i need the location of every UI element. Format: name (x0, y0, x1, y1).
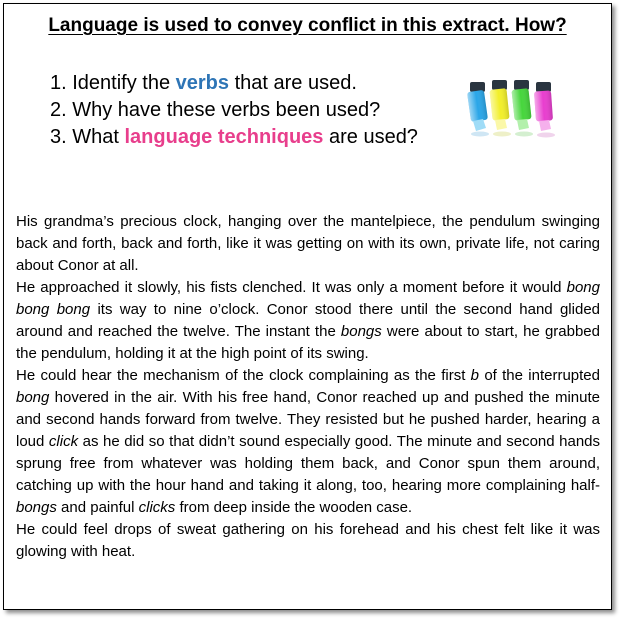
verbs-keyword: verbs (175, 72, 230, 94)
slide-title (4, 15, 611, 37)
slide-frame (3, 3, 612, 610)
yellow-highlighter-icon (489, 80, 511, 137)
pink-highlighter-icon (534, 82, 555, 138)
green-highlighter-icon (511, 80, 533, 137)
highlighter-pens-icon (464, 76, 560, 144)
extract-passage (16, 211, 600, 563)
passage-text: from deep inside the wooden case. (175, 499, 413, 516)
question-1 (50, 70, 418, 97)
passage-text: and painful (56, 499, 139, 516)
question-2: 2. Why have these verbs been used? (50, 99, 381, 121)
passage-text: its way to nine o’clock. Conor stood there until the second hand glided around and reached the twelve. The instant the (16, 301, 601, 340)
passage-paragraph-1: His grandma’s precious clock, hanging over the mantelpiece, the pendulum swinging back and forth, back and forth, like it was getting on with its own, private life, not caring about Conor at all. (16, 213, 600, 274)
question-3-text-end: are used? (323, 126, 418, 148)
passage-text: He could hear the mechanism of the clock complaining as the first (16, 367, 471, 384)
passage-emphasis: clicks (138, 499, 176, 516)
question-1-text: 1. Identify the (50, 72, 176, 94)
question-3 (50, 124, 418, 151)
passage-emphasis: bongs (340, 323, 382, 340)
passage-text: of the interrupted (479, 367, 600, 384)
blue-highlighter-icon (467, 82, 489, 137)
passage-emphasis: b (470, 367, 480, 384)
passage-emphasis: bong bong bong (16, 279, 600, 318)
passage-paragraph-3 (16, 365, 600, 519)
question-list (50, 70, 418, 151)
passage-emphasis: click (48, 433, 79, 450)
passage-text: hovered in the air. With his free hand, Conor reached up and pushed the minute and second hands forward from twelve. They resisted but he pushed harder, hearing a loud (16, 389, 600, 450)
passage-paragraph-4: He could feel drops of sweat gathering on his forehead and his chest felt like it was glowing with heat. (16, 521, 600, 560)
question-1-text-end: that are used. (229, 72, 357, 94)
passage-emphasis: bongs (16, 499, 57, 516)
language-techniques-keyword: language techniques (124, 126, 324, 148)
passage-paragraph-2 (16, 277, 600, 365)
passage-text: as he did so that didn’t sound especially good. The minute and second hands sprung free from whatever was holding them back, and Conor spun them around, catching up with the hour hand and taking it along, too, hearing more complaining half- (16, 433, 601, 494)
question-3-text: 3. What (50, 126, 125, 148)
passage-text: were about to start, he grabbed the pendulum, holding it at the high point of its swing. (16, 323, 600, 362)
passage-text: He approached it slowly, his fists clenched. It was only a moment before it would (16, 279, 567, 296)
slide-title-text: Language is used to convey conflict in this extract. How? (48, 15, 567, 36)
passage-emphasis: bong (16, 389, 50, 406)
